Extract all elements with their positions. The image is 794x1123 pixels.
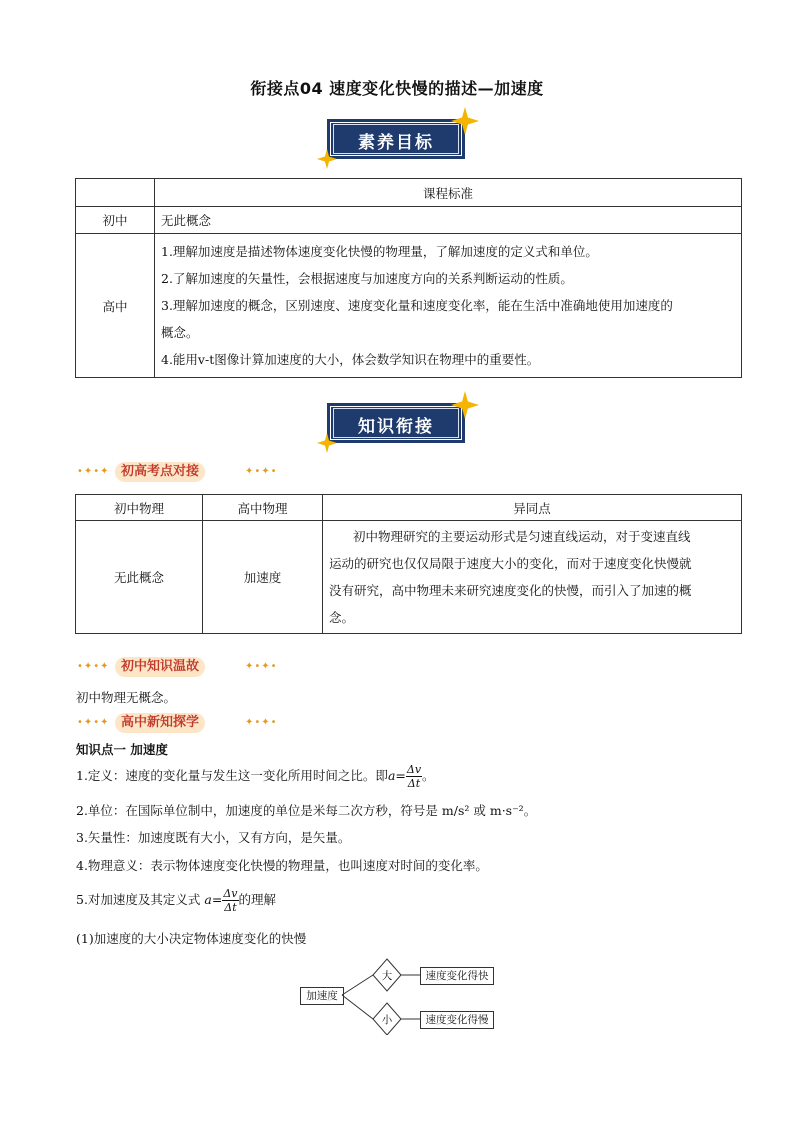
table-row bbox=[76, 521, 742, 634]
column-header: 初中物理 bbox=[76, 495, 203, 521]
size-paragraph: (1)加速度的大小决定物体速度变化的快慢 bbox=[76, 931, 307, 946]
math-var: a bbox=[204, 892, 212, 907]
comparison-table bbox=[75, 494, 742, 634]
standard-item: 2.了解加速度的矢量性，会根据速度与加速度方向的关系判断运动的性质。 bbox=[161, 271, 573, 286]
section-badge-goals bbox=[327, 119, 465, 159]
definition-text: 1.定义：速度的变化量与发生这一变化所用时间之比。即 bbox=[76, 768, 388, 783]
definition-paragraph bbox=[76, 762, 435, 790]
acceleration-diagram bbox=[298, 955, 498, 1035]
sparkle-icon: •✦•✦ bbox=[77, 661, 110, 672]
fraction: $\frac{\Delta v}{\Delta t}$ bbox=[223, 887, 238, 914]
diff-line: 初中物理研究的主要运动形式是匀速直线运动，对于变速直线 bbox=[353, 529, 691, 544]
standard-item: 1.理解加速度是描述物体速度变化快慢的物理量，了解加速度的定义式和单位。 bbox=[161, 244, 598, 259]
section-title: 初中知识温故 bbox=[115, 657, 205, 677]
diagram-fast: 速度变化得快 bbox=[420, 967, 494, 985]
star-icon bbox=[451, 107, 479, 135]
table-row bbox=[76, 234, 742, 378]
badge-label: 素养目标 bbox=[358, 133, 434, 153]
star-icon bbox=[451, 391, 479, 419]
badge-label: 知识衔接 bbox=[358, 417, 434, 437]
understanding-end: 的理解 bbox=[238, 892, 277, 907]
sparkle-icon: ✦•✦• bbox=[245, 717, 278, 728]
understanding-paragraph bbox=[76, 886, 276, 914]
column-header: 异同点 bbox=[323, 495, 742, 521]
math-eq: = bbox=[211, 892, 223, 907]
sparkle-icon: •✦•✦ bbox=[77, 466, 110, 477]
sparkle-icon: •✦•✦ bbox=[77, 717, 110, 728]
standard-item: 概念。 bbox=[161, 325, 199, 340]
math-var: a bbox=[387, 768, 396, 783]
diagram-slow: 速度变化得慢 bbox=[420, 1011, 494, 1029]
level-cell: 初中 bbox=[76, 207, 155, 234]
diagram-big: 大 bbox=[381, 970, 393, 982]
unit-paragraph: 2.单位：在国际单位制中，加速度的单位是米每二次方秒，符号是 m/s² 或 m·s⁻²。 bbox=[76, 803, 537, 818]
section-heading-review bbox=[77, 657, 277, 677]
sparkle-icon: ✦•✦• bbox=[245, 661, 278, 672]
standard-item: 4.能用v-t图像计算加速度的大小，体会数学知识在物理中的重要性。 bbox=[161, 352, 540, 367]
section-badge-knowledge bbox=[327, 403, 465, 443]
diagram-root: 加速度 bbox=[300, 987, 344, 1005]
definition-end: 。 bbox=[422, 768, 435, 783]
vector-paragraph: 3.矢量性：加速度既有大小，又有方向，是矢量。 bbox=[76, 830, 351, 845]
section-title: 初高考点对接 bbox=[115, 462, 205, 482]
junior-cell: 无此概念 bbox=[76, 521, 203, 634]
section-title: 高中新知探学 bbox=[115, 713, 205, 733]
knowledge-heading: 知识点一 加速度 bbox=[76, 742, 168, 757]
diff-line: 念。 bbox=[329, 610, 355, 625]
section-heading-compare bbox=[77, 462, 277, 482]
fraction: $\frac{\Delta v}{\Delta t}$ bbox=[406, 763, 422, 790]
page-title: 衔接点04 速度变化快慢的描述—加速度 bbox=[250, 79, 544, 98]
math-eq: = bbox=[395, 768, 406, 783]
standard-cell: 无此概念 bbox=[155, 207, 742, 234]
star-icon bbox=[317, 149, 337, 169]
diff-line: 没有研究，高中物理未来研究速度变化的快慢，而引入了加速的概 bbox=[329, 583, 692, 598]
sparkle-icon: ✦•✦• bbox=[245, 466, 278, 477]
meaning-paragraph: 4.物理意义：表示物体速度变化快慢的物理量，也叫速度对时间的变化率。 bbox=[76, 858, 488, 873]
curriculum-standards-table bbox=[75, 178, 742, 378]
senior-cell: 加速度 bbox=[203, 521, 323, 634]
section-heading-explore bbox=[77, 713, 277, 733]
diff-line: 运动的研究也仅仅局限于速度大小的变化，而对于速度变化快慢就 bbox=[329, 556, 692, 571]
column-header: 高中物理 bbox=[203, 495, 323, 521]
understanding-text: 5.对加速度及其定义式 bbox=[76, 892, 201, 907]
table-header: 课程标准 bbox=[155, 179, 742, 207]
standard-item: 3.理解加速度的概念，区别速度、速度变化量和速度变化率，能在生活中准确地使用加速度的 bbox=[161, 298, 673, 313]
level-cell: 高中 bbox=[76, 234, 155, 378]
star-icon bbox=[317, 433, 337, 453]
review-text: 初中物理无概念。 bbox=[76, 690, 177, 705]
diagram-small: 小 bbox=[381, 1014, 393, 1026]
table-row bbox=[76, 207, 742, 234]
